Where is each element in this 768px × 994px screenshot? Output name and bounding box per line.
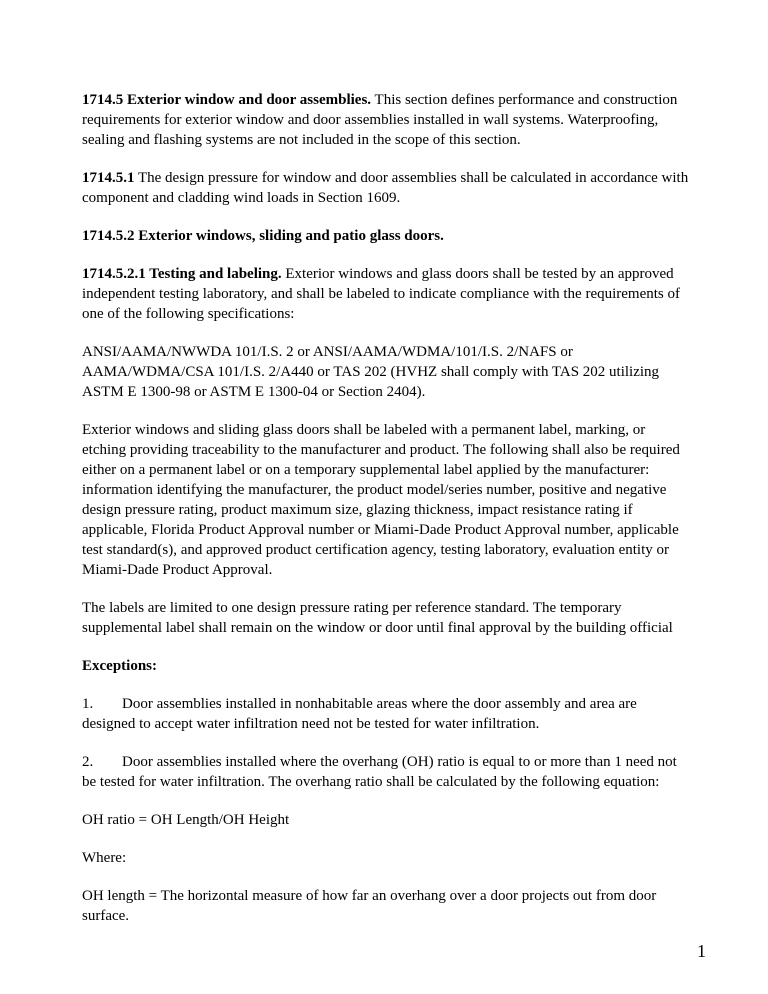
where-label: Where: <box>82 850 127 866</box>
oh-length-definition: OH length = The horizontal measure of how far an overhang over a door projects out from door surface. <box>82 888 657 924</box>
section-1714-5 <box>82 90 692 150</box>
equation: OH ratio = OH Length/OH Height <box>82 812 290 828</box>
exception-text: Door assemblies installed in nonhabitable areas where the door assembly and area are designed to accept water infiltration need not be tested for water infiltration. <box>82 696 637 732</box>
section-text: Exterior windows and glass doors shall be tested by an approved independent testing laboratory, and shall be labeled to indicate compliance with the requirements of one of the following specifications: <box>82 266 680 322</box>
labeling-paragraph: Exterior windows and sliding glass doors shall be labeled with a permanent label, marking, or etching providing traceability to the manufacturer and product. The following shall also be required either on a permanent label or on a temporary supplemental label applied by the manufacturer: information identifying the manufacturer, the product model/series number, positive and negative design pressure rating, product maximum size, glazing thickness, impact resistance rating if applicable, Florida Product Approval number or Miami-Dade Product Approval number, applicable test standard(s), and approved product certification agency, testing laboratory, evaluation entity or Miami-Dade Product Approval. <box>82 422 680 578</box>
section-1714-5-1 <box>82 168 692 208</box>
document-page <box>82 90 692 944</box>
exception-text: Door assemblies installed where the overhang (OH) ratio is equal to or more than 1 need not be tested for water infiltration. The overhang ratio shall be calculated by the following equation: <box>82 754 677 790</box>
section-heading: 1714.5.2 Exterior windows, sliding and patio glass doors. <box>82 228 444 244</box>
exception-item <box>82 752 692 792</box>
page-number: 1 <box>697 941 706 961</box>
exception-item <box>82 694 692 734</box>
exception-number: 2. <box>82 754 94 770</box>
section-heading: 1714.5.2.1 Testing and labeling. <box>82 266 282 282</box>
exceptions-heading: Exceptions: <box>82 658 157 674</box>
section-1714-5-2-1 <box>82 264 692 324</box>
section-heading: 1714.5.1 <box>82 170 135 186</box>
section-heading: 1714.5 Exterior window and door assemblies. <box>82 92 372 108</box>
section-text: The design pressure for window and door assemblies shall be calculated in accordance with component and cladding wind loads in Section 1609. <box>82 170 689 206</box>
exception-number: 1. <box>82 696 94 712</box>
specifications-paragraph: ANSI/AAMA/NWWDA 101/I.S. 2 or ANSI/AAMA/WDMA/101/I.S. 2/NAFS or AAMA/WDMA/CSA 101/I.S. 2/A440 or TAS 202 (HVHZ shall comply with TAS 202 utilizing ASTM E 1300-98 or ASTM E 1300-04 or Section 2404). <box>82 344 660 400</box>
section-text: This section defines performance and construction requirements for exterior window and door assemblies installed in wall systems. Waterproofing, sealing and flashing systems are not included in the scope of this section. <box>82 92 678 148</box>
labels-limit-paragraph: The labels are limited to one design pressure rating per reference standard. The temporary supplemental label shall remain on the window or door until final approval by the building official <box>82 600 673 636</box>
section-1714-5-2 <box>82 226 692 246</box>
